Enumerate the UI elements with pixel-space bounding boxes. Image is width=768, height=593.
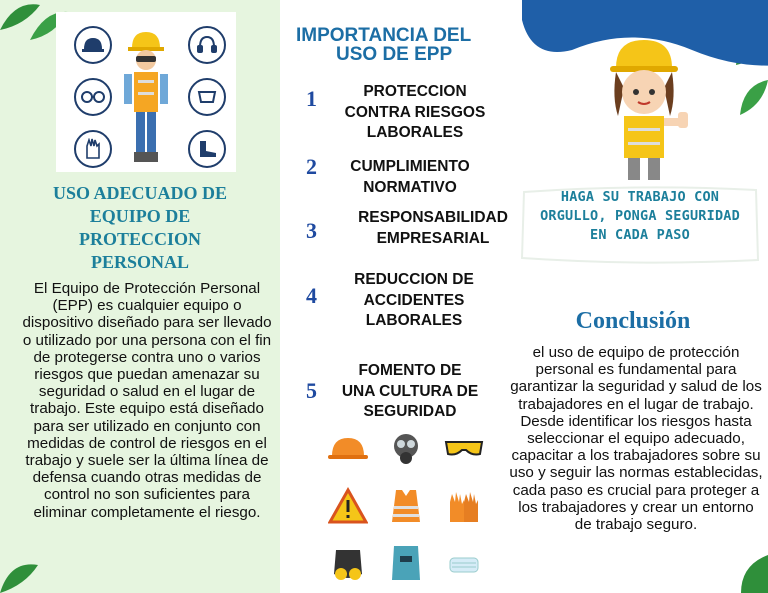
list-item: PROTECCION CONTRA RIESGOS LABORALES bbox=[344, 83, 486, 141]
boots-icon bbox=[188, 130, 226, 168]
slogan-text: HAGA SU TRABAJO CON ORGULLO, PONGA SEGURIDAD EN CADA PASO bbox=[540, 189, 740, 243]
ppe-illustration bbox=[56, 12, 236, 172]
ear-protection-icon bbox=[188, 26, 226, 64]
welding-mask-icon bbox=[386, 544, 426, 584]
respirator-icon bbox=[328, 544, 368, 584]
safety-vest-icon bbox=[386, 486, 426, 526]
list-item: CUMPLIMIENTO NORMATIVO bbox=[350, 158, 470, 196]
left-body-text: El Equipo de Protección Personal (EPP) es cualquier equipo o dispositivo diseñado para ser llevado o utilizado por una persona con el fin de protegerse contra uno o varios riesgos que puedan amenazar su seguridad o salud en el lugar de trabajo. Este equipo está diseñado para ser utilizado en conjunto con medidas de control de riesgos en el trabajo y suele ser la última línea de defensa cuando otras medidas de control no son suficientes para eliminar completamente el riesgo. bbox=[22, 280, 272, 521]
face-mask-icon bbox=[188, 78, 226, 116]
gas-mask-icon bbox=[386, 428, 426, 468]
item-number: 3 bbox=[306, 218, 317, 243]
left-title: USO ADECUADO DE EQUIPO DE PROTECCION PERSONAL bbox=[52, 183, 228, 272]
helmet-icon bbox=[328, 428, 368, 468]
conclusion-title: Conclusión bbox=[575, 308, 691, 334]
list-item: REDUCCION DE ACCIDENTES LABORALES bbox=[354, 271, 474, 329]
middle-title-line2: USO DE EPP bbox=[336, 44, 453, 65]
item-number: 5 bbox=[306, 378, 317, 403]
middle-title-line1: IMPORTANCIA DEL bbox=[296, 25, 472, 46]
helmet-icon bbox=[74, 26, 112, 64]
goggles-icon bbox=[444, 428, 484, 468]
list-item: FOMENTO DE UNA CULTURA DE SEGURIDAD bbox=[341, 362, 479, 420]
item-number: 2 bbox=[306, 154, 317, 179]
conclusion-body-text: el uso de equipo de protección personal es fundamental para garantizar la seguridad y salud de los trabajadores en el lugar de trabajo. Desde identificar los riesgos hasta seleccionar el equipo adecuado, capacitar a los trabajadores sobre su uso y seguir las normas establecidas, cada paso es crucial para proteger a los trabajadores y crear un entorno de trabajo seguro. bbox=[509, 344, 763, 534]
face-mask-icon bbox=[444, 544, 484, 584]
gloves-icon bbox=[74, 130, 112, 168]
middle-title bbox=[296, 26, 496, 64]
goggles-icon bbox=[74, 78, 112, 116]
item-number: 1 bbox=[306, 86, 317, 111]
gloves-icon bbox=[444, 486, 484, 526]
worker-figure-icon bbox=[116, 30, 176, 170]
item-number: 4 bbox=[306, 283, 317, 308]
leaf-decoration-icon bbox=[736, 555, 768, 593]
list-item: RESPONSABILIDAD EMPRESARIAL bbox=[358, 209, 508, 247]
warning-icon bbox=[328, 486, 368, 526]
leaf-decoration-icon bbox=[0, 555, 40, 593]
worker-girl-icon bbox=[594, 38, 704, 188]
